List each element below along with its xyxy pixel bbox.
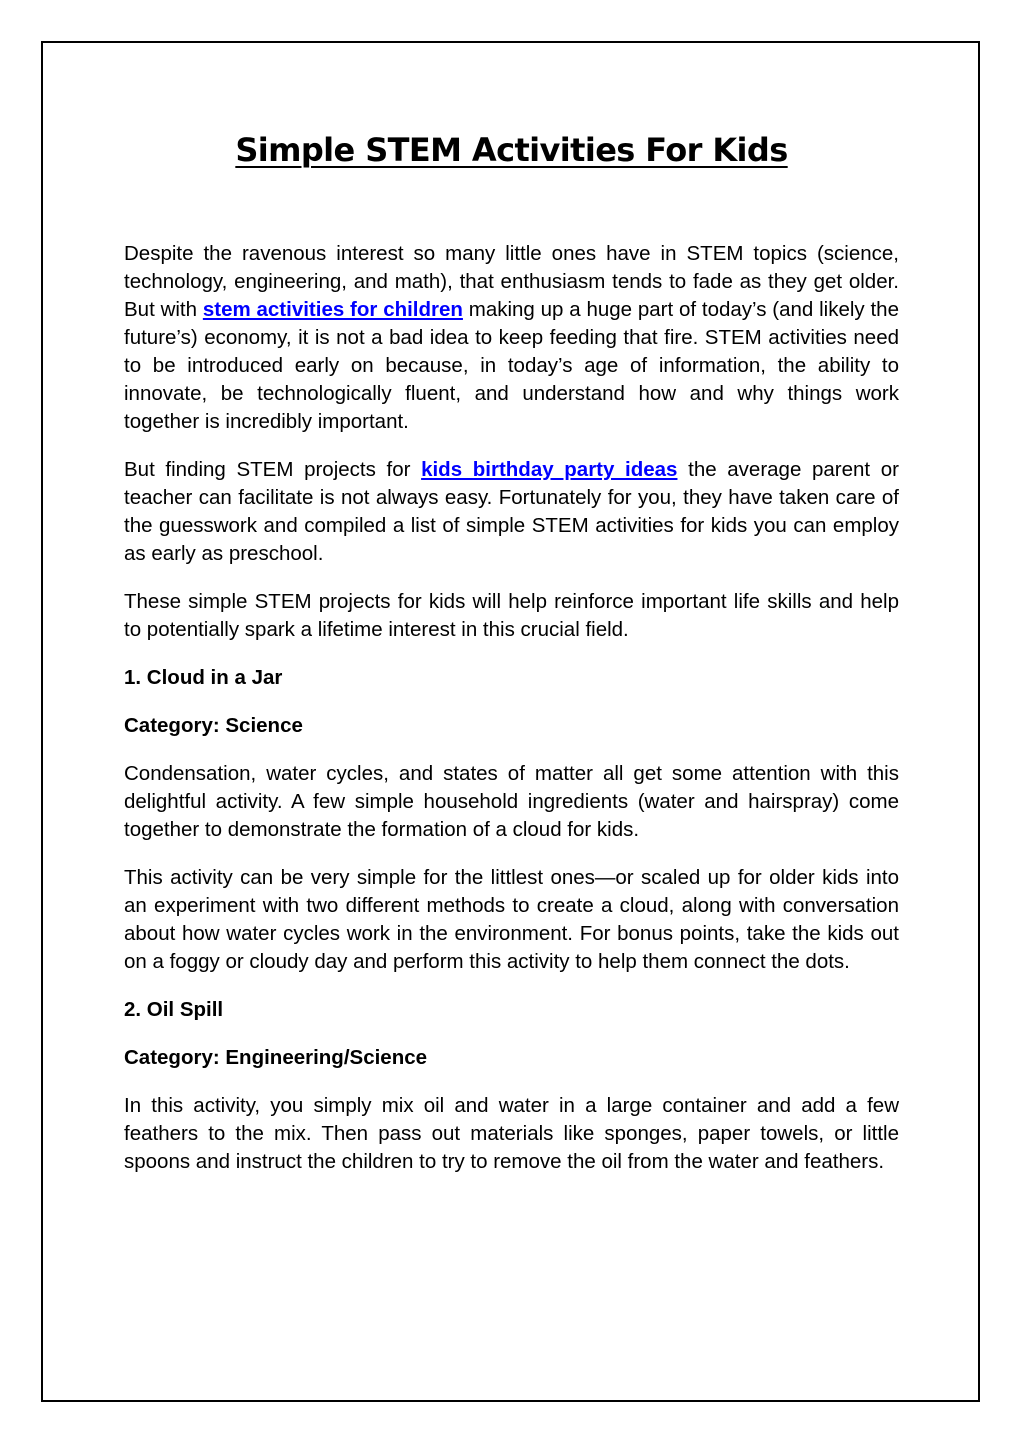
activity-2-heading: 2. Oil Spill — [124, 998, 224, 1021]
intro-2-text-after: the average parent or teacher can facilitate is not always easy. Fortunately for you, they have taken care of the guesswork and compiled a list of simple STEM activities for kids you can employ as early as preschool. — [124, 458, 899, 565]
document-title — [0, 128, 1023, 172]
intro-paragraph-2 — [124, 456, 899, 568]
intro-1-text-before: Despite the ravenous interest so many little ones have in STEM topics (science, technology, engineering, and math), that enthusiasm tends to fade as they get older. But with — [124, 242, 899, 321]
activity-2-paragraph-1: In this activity, you simply mix oil and water in a large container and add a few feathers to the mix. Then pass out materials like sponges, paper towels, or little spoons and instruct the children to try to remove the oil from the water and feathers. — [124, 1094, 899, 1173]
intro-paragraph-3: These simple STEM projects for kids will help reinforce important life skills and help to potentially spark a lifetime interest in this crucial field. — [124, 590, 899, 641]
activity-1-category: Category: Science — [124, 714, 303, 737]
activity-1-paragraph-1: Condensation, water cycles, and states of matter all get some attention with this delightful activity. A few simple household ingredients (water and hairspray) come together to demonstrate the formation of a cloud for kids. — [124, 762, 899, 841]
stem-activities-link[interactable]: stem activities for children — [202, 298, 463, 321]
birthday-party-ideas-link[interactable]: kids birthday party ideas — [421, 458, 678, 481]
activity-2-category: Category: Engineering/Science — [124, 1046, 428, 1069]
activity-1-heading: 1. Cloud in a Jar — [124, 666, 283, 689]
intro-paragraph-1 — [124, 240, 899, 436]
document-body — [124, 240, 899, 1196]
document-title-text: Simple STEM Activities For Kids — [235, 131, 788, 169]
activity-1-paragraph-2: This activity can be very simple for the littlest ones—or scaled up for older kids into an experiment with two different methods to create a cloud, along with conversation about how water cycles work in the environment. For bonus points, take the kids out on a foggy or cloudy day and perform this activity to help them connect the dots. — [124, 866, 899, 973]
intro-1-text-after: making up a huge part of today’s (and likely the future’s) economy, it is not a bad idea to keep feeding that fire. STEM activities need to be introduced early on because, in today’s age of information, the ability to innovate, be technologically fluent, and understand how and why things work together is incredibly important. — [124, 298, 899, 433]
intro-2-text-before: But finding STEM projects for — [124, 458, 422, 481]
